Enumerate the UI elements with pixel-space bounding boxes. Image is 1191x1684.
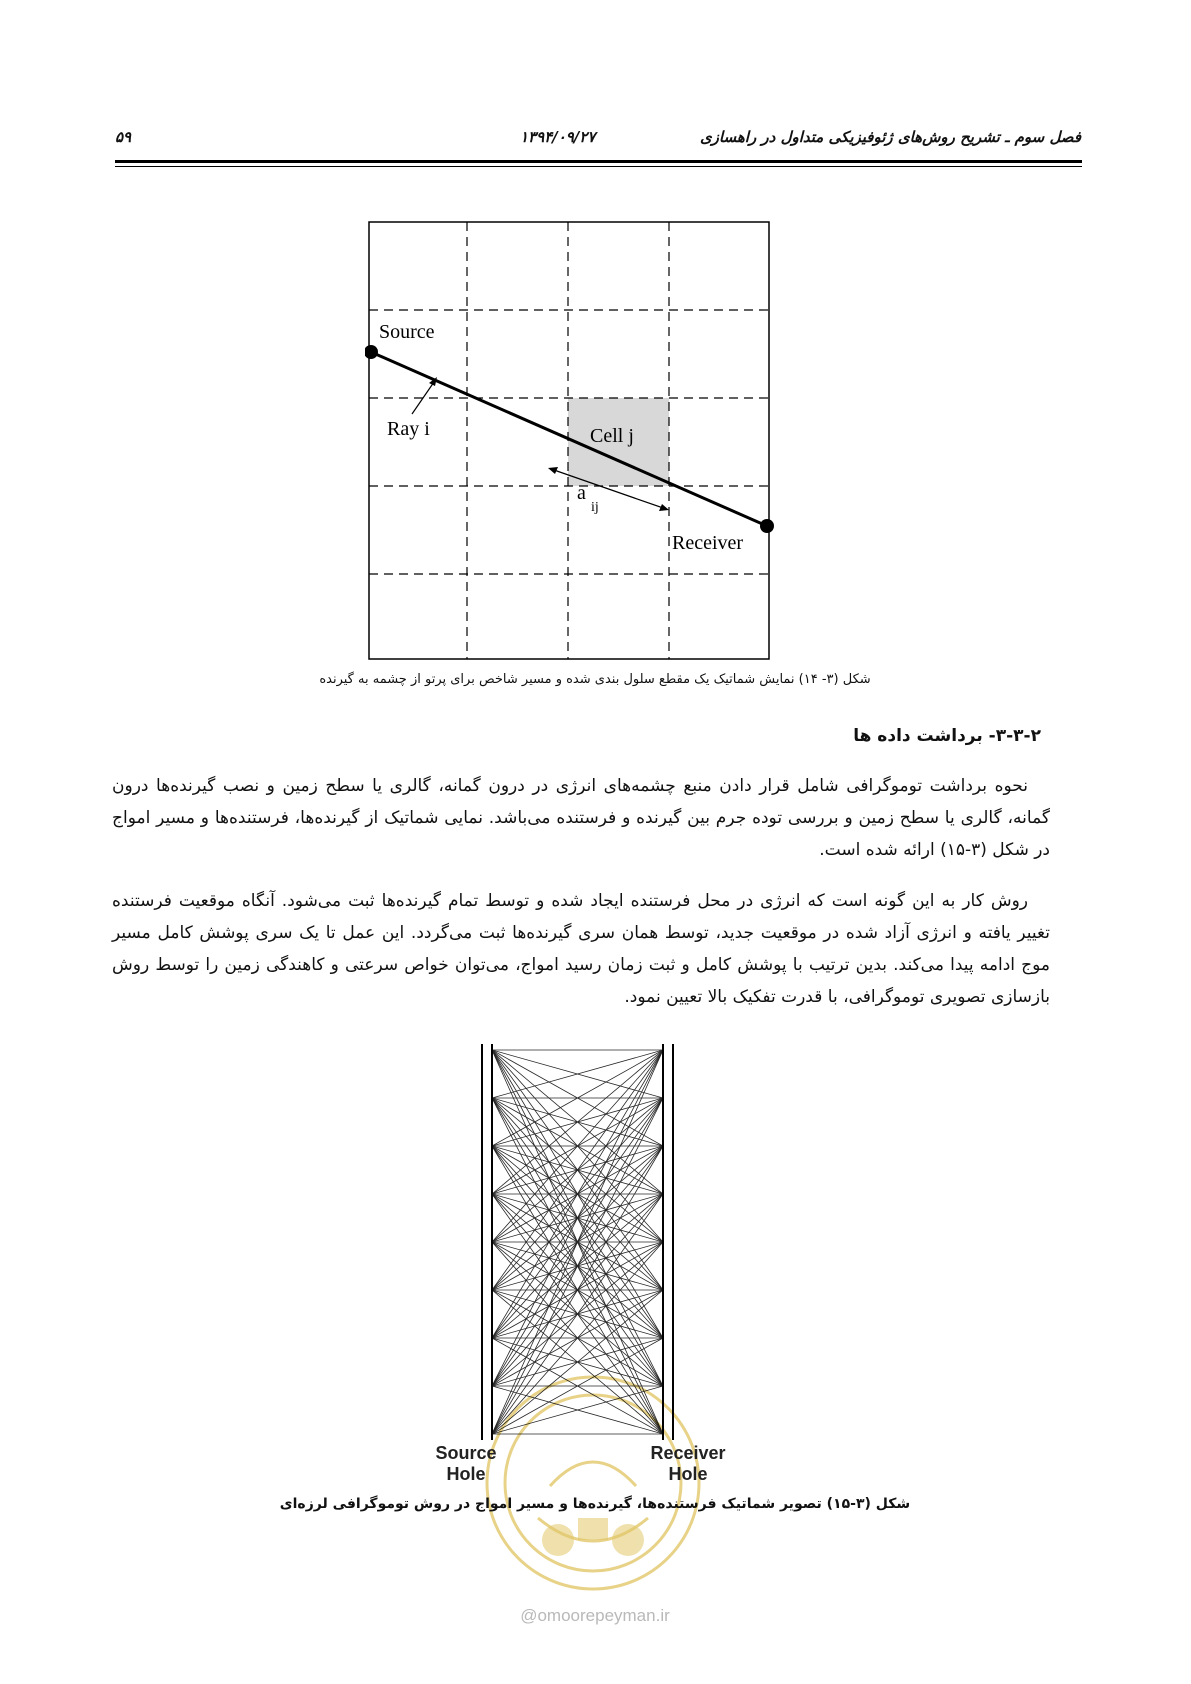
source-hole-word1: Source bbox=[435, 1443, 497, 1463]
body-paragraph-1: نحوه برداشت توموگرافی شامل قرار دادن منبع چشمه‌های انرژی در درون گمانه، گالری یا سطح زمین و نصب گیرنده‌ها درون گمانه، گالری یا سطح زمین و بررسی توده جرم بین گیرنده و فرستنده می‌باشد. نمایی شماتیک از گیرنده‌ها، فرستنده‌ها و مسیر امواج در شکل (۳-۱۵) ارائه شده است. bbox=[112, 776, 1050, 860]
receiver-hole-label bbox=[628, 1443, 748, 1485]
source-hole-word2: Hole bbox=[446, 1464, 486, 1484]
receiver-hole-borehole bbox=[663, 1044, 673, 1440]
ray-path bbox=[371, 352, 767, 526]
crosshole-ray-figure bbox=[478, 1044, 688, 1442]
source-hole-label bbox=[410, 1443, 522, 1485]
source-point bbox=[365, 345, 378, 359]
page-number: ۵۹ bbox=[115, 128, 132, 146]
header-date: ۱۳۹۴/۰۹/۲۷ bbox=[520, 128, 596, 146]
ray-label: Ray i bbox=[387, 418, 430, 440]
figure-15-caption: شکل (۳-۱۵) تصویر شماتیک فرستنده‌ها، گیرنده‌ها و مسیر امواج در روش توموگرافی لرزه‌ای bbox=[279, 1496, 911, 1512]
receiver-label: Receiver bbox=[672, 532, 744, 554]
receiver-hole-word1: Receiver bbox=[650, 1443, 726, 1463]
ray-pointer-arrow bbox=[412, 377, 437, 414]
receiver-point bbox=[760, 519, 774, 533]
figure-14-caption: شکل (۳- ۱۴) نمایش شماتیک یک مقطع سلول بندی شده و مسیر شاخص برای پرتو از چشمه به گیرنده bbox=[319, 672, 871, 687]
body-paragraph-2: روش کار به این گونه است که انرژی در محل فرستنده ایجاد شده و توسط تمام گیرنده‌ها ثبت می‌شود. آنگاه موقعیت فرستنده تغییر یافته و انرژی آزاد شده در موقعیت جدید، توسط همان سری گیرنده‌ها ثبت می‌گردد. این عمل تا یک سری پوشش کامل مسیر موج ادامه پیدا می‌کند. بدین ترتیب با پوشش کامل و ثبت زمان رسید امواج، می‌توان خواص سرعتی و کاهندگی زمین را توسط روش بازسازی تصویری توموگرافی، با قدرت تفکیک بالا تعیین نمود. bbox=[112, 891, 1050, 1007]
aij-subscript: ij bbox=[591, 500, 599, 515]
ray-paths bbox=[492, 1050, 663, 1434]
source-hole-borehole bbox=[482, 1044, 492, 1440]
watermark-site: @omoorepeyman.ir bbox=[520, 1606, 670, 1625]
source-label: Source bbox=[379, 321, 435, 343]
cell-grid-figure bbox=[365, 218, 775, 663]
receiver-hole-word2: Hole bbox=[668, 1464, 708, 1484]
cell-label: Cell j bbox=[590, 425, 634, 447]
section-heading: ۳-۳-۲- برداشت داده ها bbox=[853, 726, 1041, 746]
header-rule-thick bbox=[115, 160, 1082, 163]
header-rule-thin bbox=[115, 166, 1082, 167]
aij-label: a bbox=[577, 482, 586, 504]
chapter-title: فصل سوم ـ تشریح روش‌های ژئوفیزیکی متداول در راهسازی bbox=[699, 128, 1081, 146]
